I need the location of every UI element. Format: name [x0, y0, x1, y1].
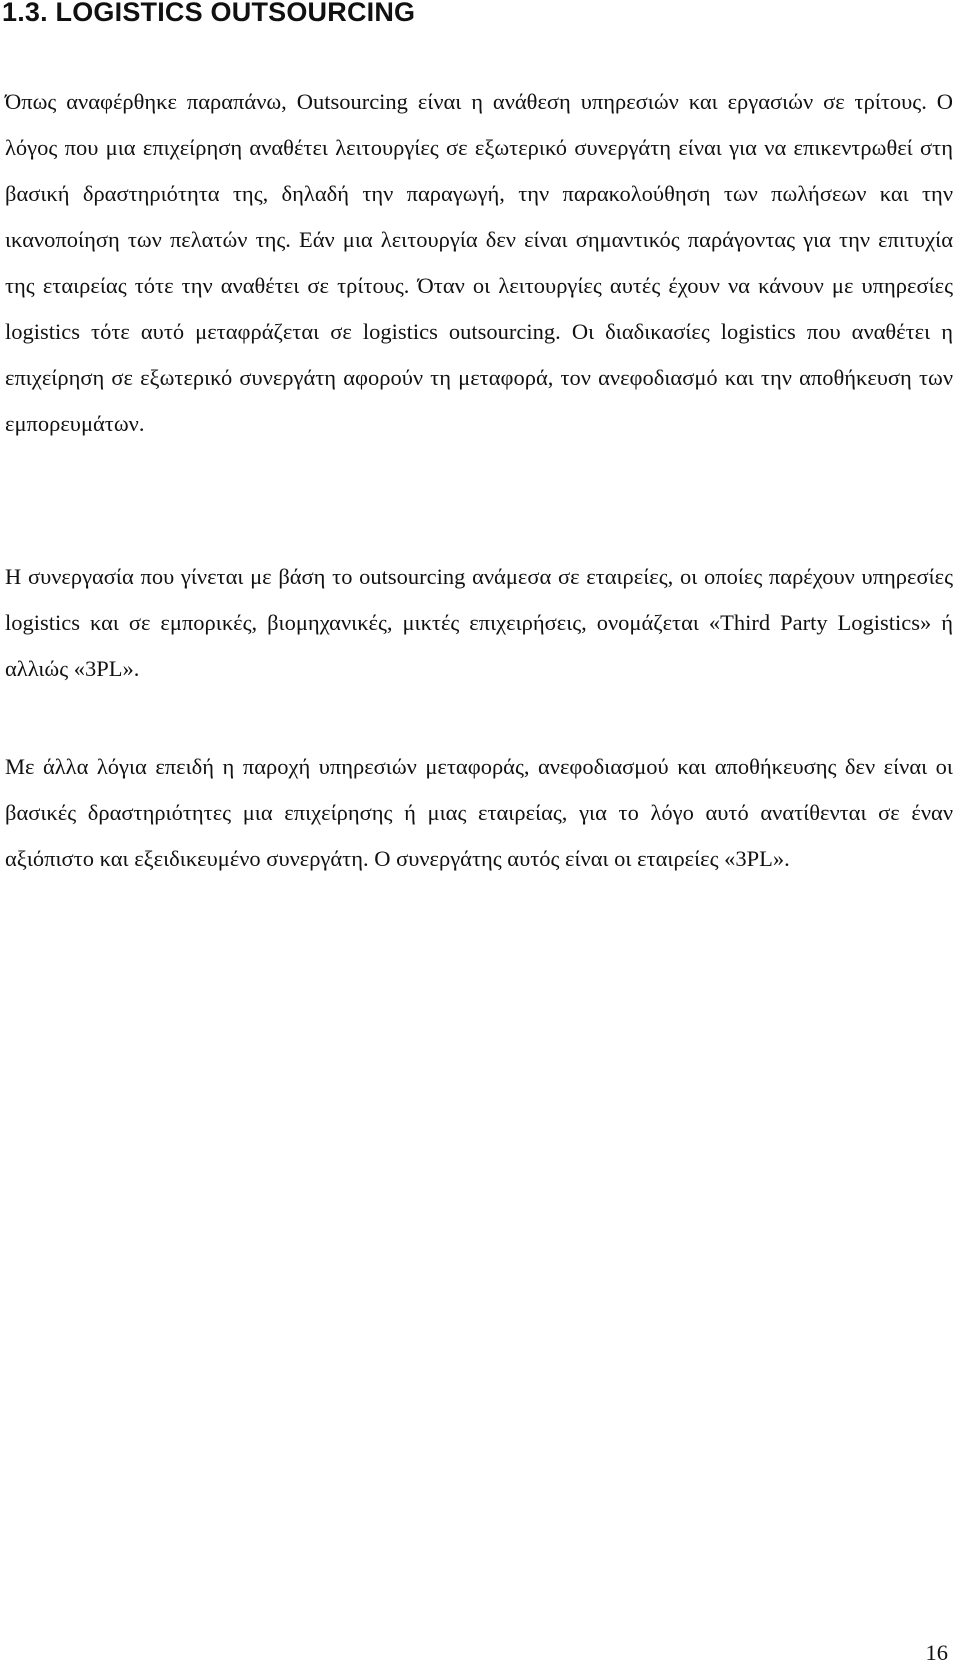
section-heading: 1.3. LOGISTICS OUTSOURCING — [2, 0, 416, 27]
paragraph-3pl-partner: Με άλλα λόγια επειδή η παροχή υπηρεσιών μεταφοράς, ανεφοδιασμού και αποθήκευσης δεν είναι οι βασικές δραστηριότητες μια επιχείρησης ή μιας εταιρείας, για το λόγο αυτό ανατίθενται σε έναν αξιόπιστο και εξειδικευμένο συνεργάτη. Ο συνεργάτης αυτός είναι οι εταιρείες «3PL». — [5, 754, 953, 871]
paragraph-third-party-logistics: Η συνεργασία που γίνεται με βάση το outsourcing ανάμεσα σε εταιρείες, οι οποίες παρέχουν υπηρεσίες logistics και σε εμπορικές, βιομηχανικές, μικτές επιχειρήσεις, ονομάζεται «Third Party Logistics» ή αλλιώς «3PL». — [5, 564, 953, 681]
page-number: 16 — [925, 1640, 948, 1665]
paragraph-outsourcing-definition: Όπως αναφέρθηκε παραπάνω, Outsourcing είναι η ανάθεση υπηρεσιών και εργασιών σε τρίτους. Ο λόγος που μια επιχείρηση αναθέτει λειτουργίες σε εξωτερικό συνεργάτη είναι για να επικεντρωθεί στη βασική δραστηριότητα της, δηλαδή την παραγωγή, την παρακολούθηση των πωλήσεων και την ικανοποίηση των πελατών της. Εάν μια λειτουργία δεν είναι σημαντικός παράγοντας για την επιτυχία της εταιρείας τότε την αναθέτει σε τρίτους. Όταν οι λειτουργίες αυτές έχουν να κάνουν με υπηρεσίες logistics τότε αυτό μεταφράζεται σε logistics outsourcing. Οι διαδικασίες logistics που αναθέτει η επιχείρηση σε εξωτερικό συνεργάτη αφορούν τη μεταφορά, τον ανεφοδιασμό και την αποθήκευση των εμπορευμάτων. — [5, 89, 953, 436]
